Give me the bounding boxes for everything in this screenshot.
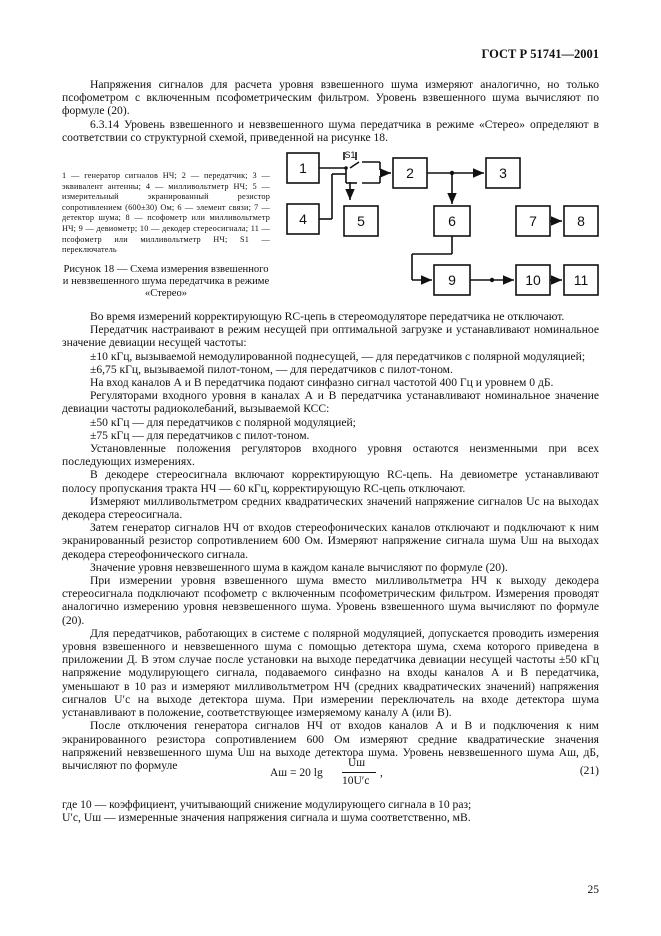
intro-paragraph-1: Напряжения сигналов для расчета уровня взвешенного шума измеряют аналогично, но только псофометром с включенным псофометрическим фильтром. Уровень взвешенного шума вычисляют по формуле (20). <box>62 78 599 118</box>
body-paragraph-9: Установленные положения регуляторов входного уровня остаются неизменными при всех последующих измерениях. <box>62 442 599 469</box>
where-line-1: где 10 — коэффициент, учитывающий снижение модулирующего сигнала в 10 раз; <box>62 798 472 811</box>
body-paragraph-7: ±50 кГц — для передатчиков с полярной модуляцией; <box>90 415 356 429</box>
body-paragraph-5: На вход каналов А и В передатчика подают синфазно сигнал частотой 400 Гц и уровнем 0 дБ. <box>90 376 554 390</box>
body-paragraph-13: Значение уровня невзвешенного шума в каждом канале вычисляют по формуле (20). <box>90 560 508 574</box>
formula-numerator: Uш <box>348 757 366 769</box>
body-paragraph-1: Во время измерений корректирующую RC-цепь в стереомодуляторе передатчика не отключают. <box>90 310 565 323</box>
switch-label: S1 <box>344 150 356 160</box>
formula-lhs: Aш = 20 lg <box>270 767 323 779</box>
body-paragraph-3: ±10 кГц, вызываемой немодулированной поднесущей, — для передатчиков с полярной модуляцией; <box>90 349 586 363</box>
intro-section <box>62 78 599 144</box>
figure-legend: 1 — генератор сигналов НЧ; 2 — передатчик; 3 — эквивалент антенны; 4 — милливольтметр НЧ; 5 — измерительный экранированный резистор сопротивлением (600±30) Ом; 6 — элемент связи; 7 — детектор шума; 8 — псофометр или милливольтметр НЧ; 9 — девиометр; 10 — декодер стереосигнала; 11 — псофометр или милливольтметр НЧ; S1 — переключатель <box>62 171 270 255</box>
body-paragraph-10: В декодере стереосигнала включают корректирующую RC-цепь. На девиометре устанавливают полосу пропускания тракта НЧ — 60 кГц, корректирующую RC-цепь отключают. <box>62 468 599 495</box>
formula-number: (21) <box>579 765 599 777</box>
block-4-label: 4 <box>299 211 307 227</box>
body-paragraph-6: Регуляторами входного уровня в каналах А и В передатчика устанавливают номинальное значение девиации частоты радиоколебаний, вызываемой КСС: <box>62 389 599 416</box>
block-11-label: 11 <box>573 272 589 288</box>
block-6-label: 6 <box>448 213 456 229</box>
body-paragraph-14: При измерении уровня взвешенного шума вместо милливольтметра НЧ к выходу декодера стереосигнала подключают псофометр с включенным псофометрическим фильтром. Измерения проводят аналогично измерению уровня невзвешенного шума. Уровень взвешенного шума вычисляют по формуле (20). <box>62 574 599 627</box>
block-3-label: 3 <box>499 165 507 181</box>
figure-caption: Рисунок 18 — Схема измерения взвешенного и невзвешенного шума передатчика в режиме «Стерео» <box>62 264 270 299</box>
formula-fraction-bar <box>342 772 376 773</box>
where-section <box>62 798 599 824</box>
page-number: 25 <box>587 884 599 896</box>
where-line-2: U′с, Uш — измеренные значения напряжения сигнала и шума соответственно, мВ. <box>62 811 471 825</box>
block-5-label: 5 <box>357 213 365 229</box>
standard-header: ГОСТ Р 51741—2001 <box>481 47 599 61</box>
body-paragraph-2: Передатчик настраивают в режим несущей при оптимальной загрузке и устанавливают номинальное значение девиации несущей частоты: <box>62 323 599 350</box>
body-paragraph-11: Измеряют милливольтметром средних квадратических значений напряжение сигналов Uс на выходах декодера стереосигнала. <box>62 494 599 522</box>
body-paragraph-8: ±75 кГц — для передатчиков с пилот-тоном. <box>90 428 310 442</box>
block-2-label: 2 <box>406 165 414 181</box>
body-paragraph-12: Затем генератор сигналов НЧ от входов стереофонических каналов отключают и подключают к ним экранированный резистор сопротивлением 600 Ом. Измеряют напряжение сигнала шума Uш на выходах декодера стереофонического сигнала. <box>62 521 599 561</box>
body-paragraph-16: После отключения генератора сигналов НЧ от входов каналов А и В и подключения к ним экранированного резистора сопротивлением 600 Ом измеряют средние квадратические значения напряжений невзвешенного шума Uш на выходе детектора шума. Уровень невзвешенного шума Aш, дБ, вычисляют по формуле <box>62 719 599 772</box>
formula-21 <box>240 755 460 799</box>
body-paragraph-4: ±6,75 кГц, вызываемой пилот-тоном, — для передатчиков с пилот-тоном. <box>90 362 453 376</box>
block-8-label: 8 <box>577 213 585 229</box>
block-7-label: 7 <box>529 213 537 229</box>
body-section <box>62 310 599 772</box>
intro-paragraph-2: 6.3.14 Уровень взвешенного и невзвешенного шума передатчика в режиме «Стерео» определяют в соответствии со структурной схемой, приведенной на рисунке 18. <box>62 117 599 144</box>
formula-tail: , <box>380 767 383 779</box>
body-paragraph-15: Для передатчиков, работающих в системе с полярной модуляцией, допускается проводить измерения уровня взвешенного и невзвешенного шума с помощью детектора шума, схема которого приведена в приложении Д. В этом случае после установки на выходе передатчика девиации несущей частоты ±50 кГц напряжение модулирующего сигнала, подаваемого синфазно на входы каналов А и В передатчика, уменьшают в 10 раз и измеряют милливольтметром НЧ (средних квадратических значений) напряжения сигналов U′с на выходе детектора шума. При измерении переключатель на входе детектора шума устанавливают в положение, соответствующее измеряемому каналу А (или В). <box>62 626 599 720</box>
block-1-label: 1 <box>299 160 307 176</box>
block-10-label: 10 <box>525 272 541 288</box>
formula-denominator: 10U′с <box>342 775 370 787</box>
block-diagram <box>282 148 602 300</box>
block-9-label: 9 <box>448 272 456 288</box>
